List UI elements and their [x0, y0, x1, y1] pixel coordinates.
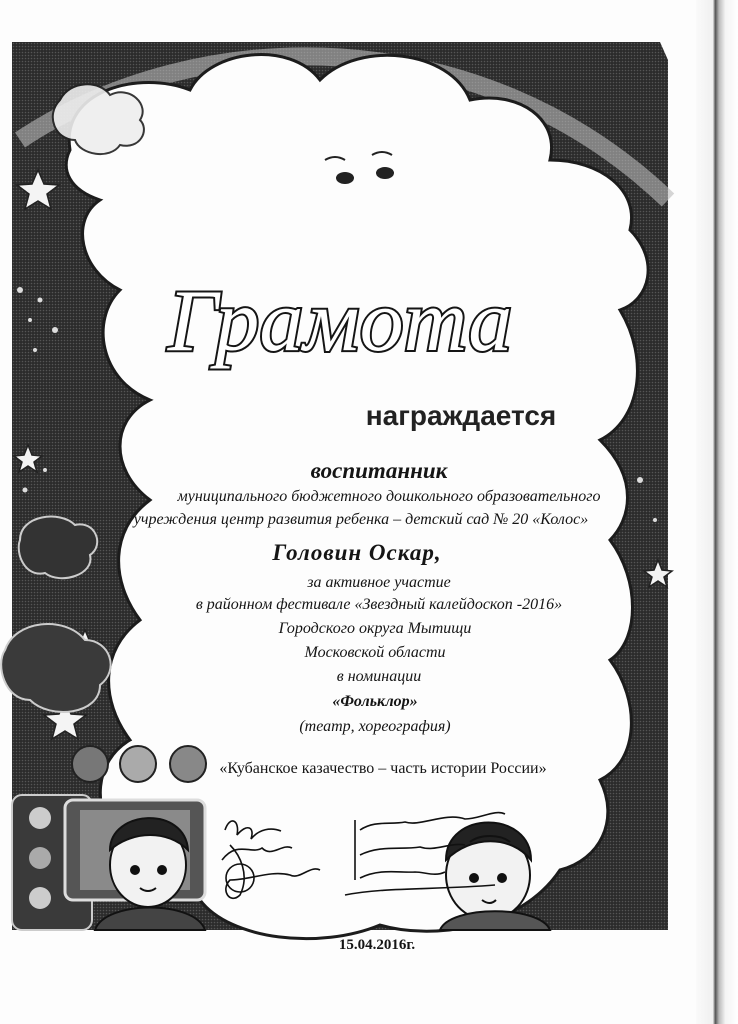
institution-line-2: учреждения центр развития ребенка – детский сад № 20 «Колос»	[133, 511, 589, 528]
reason-line: за активное участие	[307, 574, 451, 591]
reason-line: (театр, хореография)	[299, 718, 451, 735]
title-text: Грамота	[167, 273, 513, 370]
recipient-name: Головин Оскар,	[272, 540, 442, 565]
certificate-title	[120, 262, 560, 382]
awarded-label: награждается	[365, 400, 557, 431]
reason-line: Московской области	[304, 644, 446, 661]
reason-line: в районном фестивале «Звездный калейдоскоп -2016»	[195, 596, 563, 613]
scan-edge	[696, 0, 738, 1024]
reason-line: в номинации	[336, 668, 422, 685]
program-title: «Кубанское казачество – часть истории России»	[219, 760, 547, 777]
institution-line-1: муниципального бюджетного дошкольного образовательного	[177, 488, 601, 505]
nomination-name: «Фольклор»	[332, 693, 418, 710]
reason-line: Городского округа Мытищи	[278, 620, 472, 637]
recipient-type: воспитанник	[310, 458, 448, 483]
issue-date: 15.04.2016г.	[338, 937, 416, 953]
